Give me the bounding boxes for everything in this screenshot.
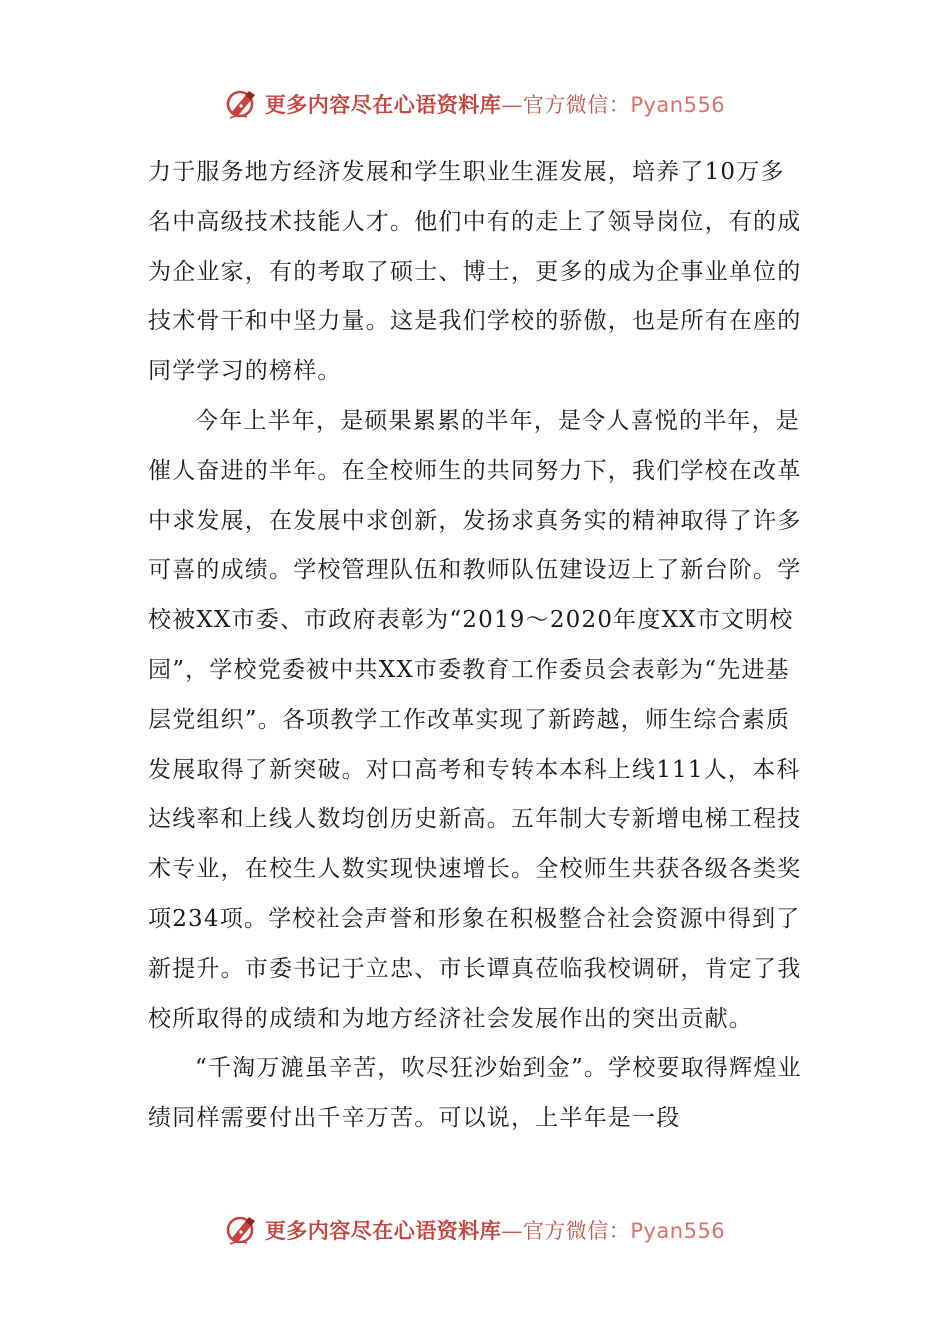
banner-brand: 更多内容尽在心语资料库 <box>264 92 502 117</box>
banner-wechat-id: Pyan556 <box>630 93 726 117</box>
banner-dash: — <box>501 1219 523 1243</box>
banner-wechat-id: Pyan556 <box>630 1219 726 1243</box>
footer-banner <box>0 1210 950 1250</box>
paragraph-1: 力于服务地方经济发展和学生职业生涯发展，培养了10万多名中高级技术技能人才。他们中有的走上了领导岗位，有的成为企业家，有的考取了硕士、博士，更多的成为企事业单位的技术骨干和中坚力量。这是我们学校的骄傲，也是所有在座的同学学习的榜样。 <box>148 159 802 385</box>
document-body <box>148 148 808 1144</box>
banner-text <box>265 1215 725 1245</box>
banner-dash: — <box>501 93 523 117</box>
header-banner <box>0 84 950 124</box>
banner-official-label: 官方微信： <box>522 93 631 117</box>
banner-official-label: 官方微信： <box>522 1219 631 1243</box>
paragraph-2: 今年上半年，是硕果累累的半年，是令人喜悦的半年，是催人奋进的半年。在全校师生的共同努力下，我们学校在改革中求发展，在发展中求创新，发扬求真务实的精神取得了许多可喜的成绩。学校管理队伍和教师队伍建设迈上了新台阶。学校被XX市委、市政府表彰为“2019～2020年度XX市文明校园”，学校党委被中共XX市委教育工作委员会表彰为“先进基层党组织”。各项教学工作改革实现了新跨越，师生综合素质发展取得了新突破。对口高考和专转本本科上线111人，本科达线率和上线人数均创历史新高。五年制大专新增电梯工程技术专业，在校生人数实现快速增长。全校师生共获各级各类奖项234项。学校社会声誉和形象在积极整合社会资源中得到了新提升。市委书记于立忠、市长谭真莅临我校调研，肯定了我校所取得的成绩和为地方经济社会发展作出的突出贡献。 <box>148 407 802 1032</box>
banner-brand: 更多内容尽在心语资料库 <box>264 1218 502 1243</box>
banner-text <box>265 89 725 119</box>
pen-nib-logo-icon <box>225 1213 259 1247</box>
pen-nib-logo-icon <box>225 87 259 121</box>
paragraph-3: “千淘万漉虽辛苦，吹尽狂沙始到金”。学校要取得辉煌业绩同样需要付出千辛万苦。可以说，上半年是一段 <box>148 1055 802 1132</box>
